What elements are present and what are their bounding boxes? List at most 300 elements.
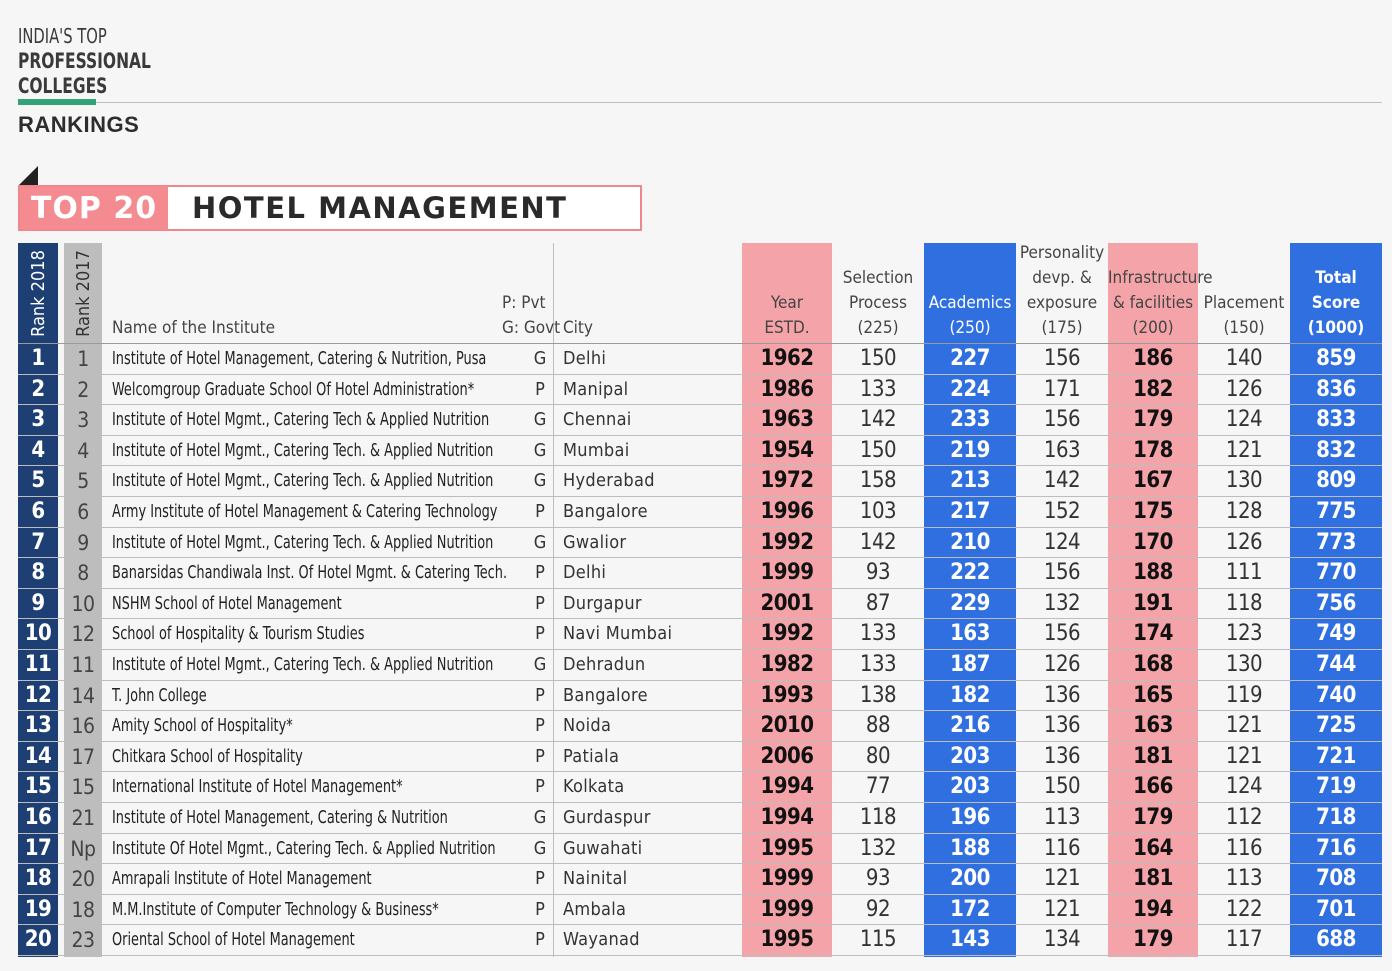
- header-infrastructure-line3: (200): [1132, 318, 1174, 338]
- placement-score-cell: 118: [1225, 590, 1263, 616]
- institute-name-cell: Institute of Hotel Mgmt., Catering Tech & Applied Nutrition: [112, 410, 490, 431]
- rank-2017-cell: 11: [71, 653, 95, 677]
- header-infrastructure-line2: & facilities: [1112, 293, 1194, 313]
- header-year: [742, 243, 832, 343]
- personality-score-cell: 121: [1043, 866, 1081, 892]
- placement-score-cell: 117: [1225, 927, 1263, 953]
- city-cell: Bangalore: [563, 501, 648, 522]
- table-row: [18, 895, 1382, 926]
- table-row: [18, 466, 1382, 497]
- institute-name-cell: Army Institute of Hotel Management & Catering Technology: [112, 502, 498, 522]
- table-row: [18, 558, 1382, 589]
- infrastructure-score-cell: 181: [1133, 866, 1173, 892]
- academics-score-cell: 182: [950, 682, 990, 708]
- rank-2018-cell: 7: [31, 529, 45, 555]
- total-score-cell: 809: [1316, 468, 1356, 494]
- total-score-cell: 744: [1316, 652, 1356, 677]
- table-row: [18, 589, 1382, 620]
- infrastructure-score-cell: 175: [1133, 499, 1173, 524]
- rank-2017-cell: 9: [77, 530, 89, 555]
- academics-score-cell: 203: [950, 743, 990, 769]
- infrastructure-score-cell: 178: [1133, 437, 1173, 463]
- placement-score-cell: 124: [1225, 407, 1263, 433]
- placement-score-cell: 116: [1225, 835, 1263, 861]
- academics-score-cell: 216: [950, 713, 990, 739]
- rank-2018-cell: 20: [24, 927, 52, 953]
- header-academics-line1: Academics: [928, 293, 1012, 313]
- rank-2018-cell: 5: [31, 468, 45, 494]
- total-score-cell: 701: [1316, 896, 1356, 922]
- personality-score-cell: 116: [1043, 835, 1081, 861]
- header-city-label: City: [563, 318, 593, 338]
- rank-2018-cell: 4: [31, 437, 45, 463]
- academics-score-cell: 219: [950, 437, 990, 463]
- rank-2017-cell: Np: [70, 836, 96, 861]
- year-established-cell: 1993: [760, 682, 814, 708]
- year-established-cell: 1954: [760, 437, 814, 463]
- personality-score-cell: 136: [1043, 743, 1081, 769]
- header-personality: [1016, 243, 1108, 343]
- total-score-cell: 718: [1316, 805, 1356, 830]
- total-score-cell: 859: [1316, 346, 1356, 371]
- year-established-cell: 1995: [760, 835, 814, 861]
- ownership-type-cell: G: [533, 439, 547, 461]
- ownership-type-cell: P: [535, 745, 545, 767]
- selection-score-cell: 158: [859, 468, 897, 494]
- header-name-label: Name of the Institute: [112, 318, 276, 338]
- placement-score-cell: 121: [1225, 713, 1263, 739]
- table-row: [18, 864, 1382, 895]
- placement-score-cell: 113: [1225, 866, 1263, 892]
- ownership-type-cell: P: [535, 592, 545, 614]
- ownership-type-cell: P: [535, 623, 545, 645]
- table-row: [18, 742, 1382, 773]
- placement-score-cell: 128: [1225, 499, 1263, 524]
- selection-score-cell: 80: [865, 743, 891, 769]
- institute-name-cell: NSHM School of Hotel Management: [112, 593, 342, 614]
- ownership-type-cell: P: [535, 715, 545, 737]
- rank-2018-cell: 9: [31, 590, 45, 616]
- city-cell: Gurdaspur: [563, 807, 651, 828]
- institute-name-cell: Institute Of Hotel Mgmt., Catering Tech. & Applied Nutrition: [112, 838, 496, 859]
- institute-name-cell: Institute of Hotel Management, Catering & Nutrition, Pusa: [112, 349, 487, 369]
- selection-score-cell: 93: [865, 560, 891, 586]
- infrastructure-score-cell: 163: [1133, 713, 1173, 739]
- rank-2018-cell: 15: [24, 774, 52, 800]
- infrastructure-score-cell: 182: [1133, 376, 1173, 402]
- personality-score-cell: 171: [1043, 376, 1081, 402]
- rank-2017-cell: 18: [71, 897, 95, 922]
- header-rank2018: [18, 243, 58, 343]
- placement-score-cell: 130: [1225, 652, 1263, 677]
- rank-2017-cell: 21: [71, 806, 95, 830]
- total-score-cell: 756: [1316, 590, 1356, 616]
- year-established-cell: 1972: [760, 468, 814, 494]
- ownership-type-cell: G: [533, 807, 547, 828]
- rankings-table: [18, 243, 1382, 959]
- header-personality-line4: (175): [1041, 318, 1083, 338]
- academics-score-cell: 233: [950, 407, 990, 433]
- table-row: [18, 528, 1382, 559]
- rank-2017-cell: 6: [77, 500, 89, 524]
- selection-score-cell: 132: [859, 835, 897, 861]
- institute-name-cell: M.M.Institute of Computer Technology & Business*: [112, 899, 439, 920]
- rank-2017-cell: 2: [77, 377, 89, 402]
- table-row: [18, 344, 1382, 375]
- placement-score-cell: 126: [1225, 376, 1263, 402]
- header-total-line1: Total Score: [1311, 268, 1361, 313]
- total-score-cell: 721: [1316, 743, 1356, 769]
- placement-score-cell: 111: [1225, 560, 1263, 586]
- academics-score-cell: 222: [950, 560, 990, 586]
- institute-name-cell: Institute of Hotel Management, Catering & Nutrition: [112, 808, 448, 828]
- city-cell: Navi Mumbai: [563, 623, 673, 645]
- infrastructure-score-cell: 194: [1133, 896, 1173, 922]
- rank-2018-cell: 19: [24, 896, 52, 922]
- selection-score-cell: 92: [865, 896, 891, 922]
- academics-score-cell: 210: [950, 529, 990, 555]
- placement-score-cell: 140: [1225, 346, 1263, 371]
- rank-2017-cell: 8: [77, 561, 89, 586]
- page-title: HOTEL MANAGEMENT: [192, 191, 568, 225]
- table-row: [18, 681, 1382, 712]
- selection-score-cell: 142: [859, 407, 897, 433]
- year-established-cell: 2006: [760, 743, 814, 769]
- brand-logo: [18, 24, 151, 99]
- selection-score-cell: 87: [865, 590, 891, 616]
- institute-name-cell: Oriental School of Hotel Management: [112, 930, 355, 951]
- rank-2017-cell: 10: [71, 591, 95, 616]
- rank-2018-cell: 2: [31, 376, 45, 402]
- city-cell: Mumbai: [563, 439, 630, 461]
- academics-score-cell: 229: [950, 590, 990, 616]
- ownership-type-cell: G: [533, 348, 547, 369]
- personality-score-cell: 136: [1043, 682, 1081, 708]
- table-row: [18, 772, 1382, 803]
- header-personality-line2: devp. &: [1032, 268, 1092, 288]
- header-pg-line2: G: Govt: [502, 318, 561, 338]
- personality-score-cell: 113: [1043, 805, 1081, 830]
- infrastructure-score-cell: 165: [1133, 682, 1173, 708]
- rank-2017-cell: 15: [71, 775, 95, 800]
- header-selection: [832, 243, 924, 343]
- personality-score-cell: 124: [1043, 529, 1081, 555]
- selection-score-cell: 133: [859, 376, 897, 402]
- personality-score-cell: 142: [1043, 468, 1081, 494]
- total-score-cell: 719: [1316, 774, 1356, 800]
- total-score-cell: 740: [1316, 682, 1356, 708]
- city-cell: Manipal: [563, 378, 629, 400]
- personality-score-cell: 156: [1043, 621, 1081, 647]
- academics-score-cell: 203: [950, 774, 990, 800]
- year-established-cell: 1992: [760, 529, 814, 555]
- year-established-cell: 1999: [760, 896, 814, 922]
- placement-score-cell: 121: [1225, 743, 1263, 769]
- ownership-type-cell: P: [535, 898, 545, 920]
- total-score-cell: 773: [1316, 529, 1356, 555]
- infrastructure-score-cell: 188: [1133, 560, 1173, 586]
- rank-2017-cell: 16: [71, 714, 95, 739]
- rank-2018-cell: 11: [24, 652, 52, 677]
- corner-triangle-icon: [18, 166, 38, 186]
- brand-accent-bar: [18, 99, 96, 105]
- rank-2018-cell: 1: [31, 346, 45, 371]
- total-score-cell: 832: [1316, 437, 1356, 463]
- placement-score-cell: 112: [1225, 805, 1263, 830]
- infrastructure-score-cell: 191: [1133, 590, 1173, 616]
- rank-2018-cell: 3: [31, 407, 45, 433]
- header-name: [112, 243, 412, 343]
- city-cell: Hyderabad: [563, 470, 655, 492]
- infrastructure-score-cell: 166: [1133, 774, 1173, 800]
- header-divider: [96, 102, 1382, 103]
- header-pg-line1: P: Pvt: [502, 293, 546, 313]
- year-established-cell: 1999: [760, 866, 814, 892]
- ownership-type-cell: G: [533, 837, 547, 859]
- header-selection-line2: Process: [849, 293, 907, 313]
- placement-score-cell: 122: [1225, 896, 1263, 922]
- selection-score-cell: 88: [865, 713, 891, 739]
- header-rank2017: [64, 243, 102, 343]
- rank-2018-cell: 16: [24, 805, 52, 830]
- city-cell: Delhi: [563, 562, 607, 584]
- table-row: [18, 375, 1382, 406]
- ownership-type-cell: P: [535, 378, 545, 400]
- academics-score-cell: 217: [950, 499, 990, 524]
- ownership-type-cell: G: [533, 409, 547, 431]
- header-selection-line3: (225): [857, 318, 899, 338]
- rank-2017-cell: 12: [71, 622, 95, 647]
- ownership-type-cell: P: [535, 562, 545, 584]
- personality-score-cell: 121: [1043, 896, 1081, 922]
- infrastructure-score-cell: 164: [1133, 835, 1173, 861]
- personality-score-cell: 126: [1043, 652, 1081, 677]
- selection-score-cell: 150: [859, 437, 897, 463]
- rank-2018-cell: 8: [31, 560, 45, 586]
- academics-score-cell: 227: [950, 346, 990, 371]
- infrastructure-score-cell: 179: [1133, 805, 1173, 830]
- academics-score-cell: 188: [950, 835, 990, 861]
- institute-name-cell: Chitkara School of Hospitality: [112, 746, 303, 767]
- brand-line-1: INDIA'S TOP: [18, 24, 107, 48]
- header-total: [1290, 243, 1382, 343]
- ownership-type-cell: G: [533, 654, 547, 675]
- ownership-type-cell: G: [533, 470, 547, 492]
- table-row: [18, 619, 1382, 650]
- institute-name-cell: Institute of Hotel Mgmt., Catering Tech. & Applied Nutrition: [112, 440, 494, 461]
- year-established-cell: 2010: [760, 713, 814, 739]
- personality-score-cell: 163: [1043, 437, 1081, 463]
- total-score-cell: 725: [1316, 713, 1356, 739]
- top20-badge: TOP 20: [20, 187, 168, 229]
- institute-name-cell: Institute of Hotel Mgmt., Catering Tech. & Applied Nutrition: [112, 655, 494, 675]
- header-academics: [924, 243, 1016, 343]
- table-row: [18, 711, 1382, 742]
- institute-name-cell: International Institute of Hotel Management*: [112, 777, 403, 798]
- personality-score-cell: 150: [1043, 774, 1081, 800]
- placement-score-cell: 119: [1225, 682, 1263, 708]
- rank-2018-cell: 14: [24, 743, 52, 769]
- city-cell: Guwahati: [563, 837, 643, 859]
- selection-score-cell: 142: [859, 529, 897, 555]
- rank-2017-cell: 23: [71, 928, 95, 953]
- year-established-cell: 1995: [760, 927, 814, 953]
- header-rank2018-label: Rank 2018: [27, 249, 49, 337]
- rank-2018-cell: 17: [24, 835, 52, 861]
- personality-score-cell: 136: [1043, 713, 1081, 739]
- year-established-cell: 1999: [760, 560, 814, 586]
- header-selection-line1: Selection: [842, 268, 914, 288]
- year-established-cell: 1962: [760, 346, 814, 371]
- city-cell: Ambala: [563, 898, 627, 920]
- institute-name-cell: Welcomgroup Graduate School Of Hotel Administration*: [112, 379, 475, 400]
- year-established-cell: 1996: [760, 499, 814, 524]
- total-score-cell: 716: [1316, 835, 1356, 861]
- table-row: [18, 834, 1382, 865]
- placement-score-cell: 124: [1225, 774, 1263, 800]
- ownership-type-cell: G: [533, 531, 547, 553]
- personality-score-cell: 156: [1043, 346, 1081, 371]
- selection-score-cell: 103: [859, 499, 897, 524]
- personality-score-cell: 156: [1043, 560, 1081, 586]
- city-cell: Wayanad: [563, 929, 640, 951]
- total-score-cell: 836: [1316, 376, 1356, 402]
- city-cell: Kolkata: [563, 776, 625, 798]
- selection-score-cell: 77: [865, 774, 891, 800]
- selection-score-cell: 118: [859, 805, 897, 830]
- rank-2017-cell: 14: [71, 683, 95, 708]
- infrastructure-score-cell: 181: [1133, 743, 1173, 769]
- brand-line-2: PROFESSIONAL: [18, 49, 151, 73]
- header-placement-line1: Placement: [1203, 293, 1285, 313]
- city-cell: Durgapur: [563, 592, 642, 614]
- ownership-type-cell: P: [535, 776, 545, 798]
- year-established-cell: 1982: [760, 652, 814, 677]
- total-score-cell: 749: [1316, 621, 1356, 647]
- ownership-type-cell: P: [535, 684, 545, 706]
- personality-score-cell: 152: [1043, 499, 1081, 524]
- rank-2018-cell: 13: [24, 713, 52, 739]
- placement-score-cell: 126: [1225, 529, 1263, 555]
- table-row: [18, 650, 1382, 681]
- table-row: [18, 925, 1382, 956]
- placement-score-cell: 121: [1225, 437, 1263, 463]
- infrastructure-score-cell: 179: [1133, 407, 1173, 433]
- infrastructure-score-cell: 170: [1133, 529, 1173, 555]
- rank-2017-cell: 5: [77, 469, 89, 494]
- rank-2018-cell: 10: [24, 621, 52, 647]
- total-score-cell: 770: [1316, 560, 1356, 586]
- total-score-cell: 688: [1316, 927, 1356, 953]
- header-total-line2: (1000): [1307, 318, 1365, 338]
- table-row: [18, 436, 1382, 467]
- city-cell: Noida: [563, 715, 612, 737]
- ownership-type-cell: P: [535, 868, 545, 890]
- table-row: [18, 405, 1382, 436]
- rank-2017-cell: 17: [71, 744, 95, 769]
- institute-name-cell: Amrapali Institute of Hotel Management: [112, 869, 372, 890]
- total-score-cell: 708: [1316, 866, 1356, 892]
- placement-score-cell: 130: [1225, 468, 1263, 494]
- row-separator: [18, 955, 1382, 956]
- placement-score-cell: 123: [1225, 621, 1263, 647]
- year-established-cell: 1994: [760, 774, 814, 800]
- academics-score-cell: 200: [950, 866, 990, 892]
- institute-name-cell: T. John College: [112, 685, 207, 706]
- header-pg: [502, 243, 562, 343]
- academics-score-cell: 143: [950, 927, 990, 953]
- year-established-cell: 1992: [760, 621, 814, 647]
- selection-score-cell: 133: [859, 621, 897, 647]
- title-banner: [18, 185, 642, 231]
- personality-score-cell: 156: [1043, 407, 1081, 433]
- ownership-type-cell: P: [535, 501, 545, 522]
- year-established-cell: 1994: [760, 805, 814, 830]
- city-cell: Nainital: [563, 868, 628, 890]
- rank-2017-cell: 4: [77, 438, 89, 463]
- city-cell: Delhi: [563, 348, 607, 369]
- table-row: [18, 803, 1382, 834]
- selection-score-cell: 93: [865, 866, 891, 892]
- selection-score-cell: 150: [859, 346, 897, 371]
- city-cell: Dehradun: [563, 654, 646, 675]
- city-cell: Bangalore: [563, 684, 648, 706]
- rank-2018-cell: 18: [24, 866, 52, 892]
- personality-score-cell: 132: [1043, 590, 1081, 616]
- table-row: [18, 497, 1382, 528]
- infrastructure-score-cell: 186: [1133, 346, 1173, 371]
- header-year-line1: Year: [770, 293, 804, 313]
- academics-score-cell: 213: [950, 468, 990, 494]
- institute-name-cell: Amity School of Hospitality*: [112, 716, 293, 737]
- rank-2017-cell: 1: [77, 347, 89, 371]
- city-cell: Patiala: [563, 745, 620, 767]
- header-personality-line3: exposure: [1026, 293, 1098, 313]
- infrastructure-score-cell: 168: [1133, 652, 1173, 677]
- selection-score-cell: 133: [859, 652, 897, 677]
- year-established-cell: 1963: [760, 407, 814, 433]
- rank-2018-cell: 6: [31, 499, 45, 524]
- brand-line-3: COLLEGES: [18, 74, 108, 98]
- institute-name-cell: Banarsidas Chandiwala Inst. Of Hotel Mgmt. & Catering Tech.: [112, 563, 508, 584]
- selection-score-cell: 115: [859, 927, 897, 953]
- header-city: [563, 243, 643, 343]
- institute-name-cell: Institute of Hotel Mgmt., Catering Tech. & Applied Nutrition: [112, 532, 494, 553]
- header-rank2017-label: Rank 2017: [72, 249, 94, 337]
- rank-2017-cell: 20: [71, 867, 95, 892]
- academics-score-cell: 196: [950, 805, 990, 830]
- total-score-cell: 775: [1316, 499, 1356, 524]
- city-cell: Chennai: [563, 409, 632, 431]
- academics-score-cell: 163: [950, 621, 990, 647]
- ownership-type-cell: P: [535, 929, 545, 951]
- section-label: RANKINGS: [18, 112, 140, 137]
- personality-score-cell: 134: [1043, 927, 1081, 953]
- academics-score-cell: 187: [950, 652, 990, 677]
- header-infrastructure-line1: Infrastructure: [1108, 268, 1213, 288]
- institute-name-cell: Institute of Hotel Mgmt., Catering Tech. & Applied Nutrition: [112, 471, 494, 492]
- total-score-cell: 833: [1316, 407, 1356, 433]
- rank-2017-cell: 3: [77, 408, 89, 433]
- city-cell: Gwalior: [563, 531, 627, 553]
- year-established-cell: 1986: [760, 376, 814, 402]
- infrastructure-score-cell: 174: [1133, 621, 1173, 647]
- header-placement: [1198, 243, 1290, 343]
- academics-score-cell: 172: [950, 896, 990, 922]
- academics-score-cell: 224: [950, 376, 990, 402]
- header-academics-line2: (250): [949, 318, 991, 338]
- header-placement-line2: (150): [1223, 318, 1265, 338]
